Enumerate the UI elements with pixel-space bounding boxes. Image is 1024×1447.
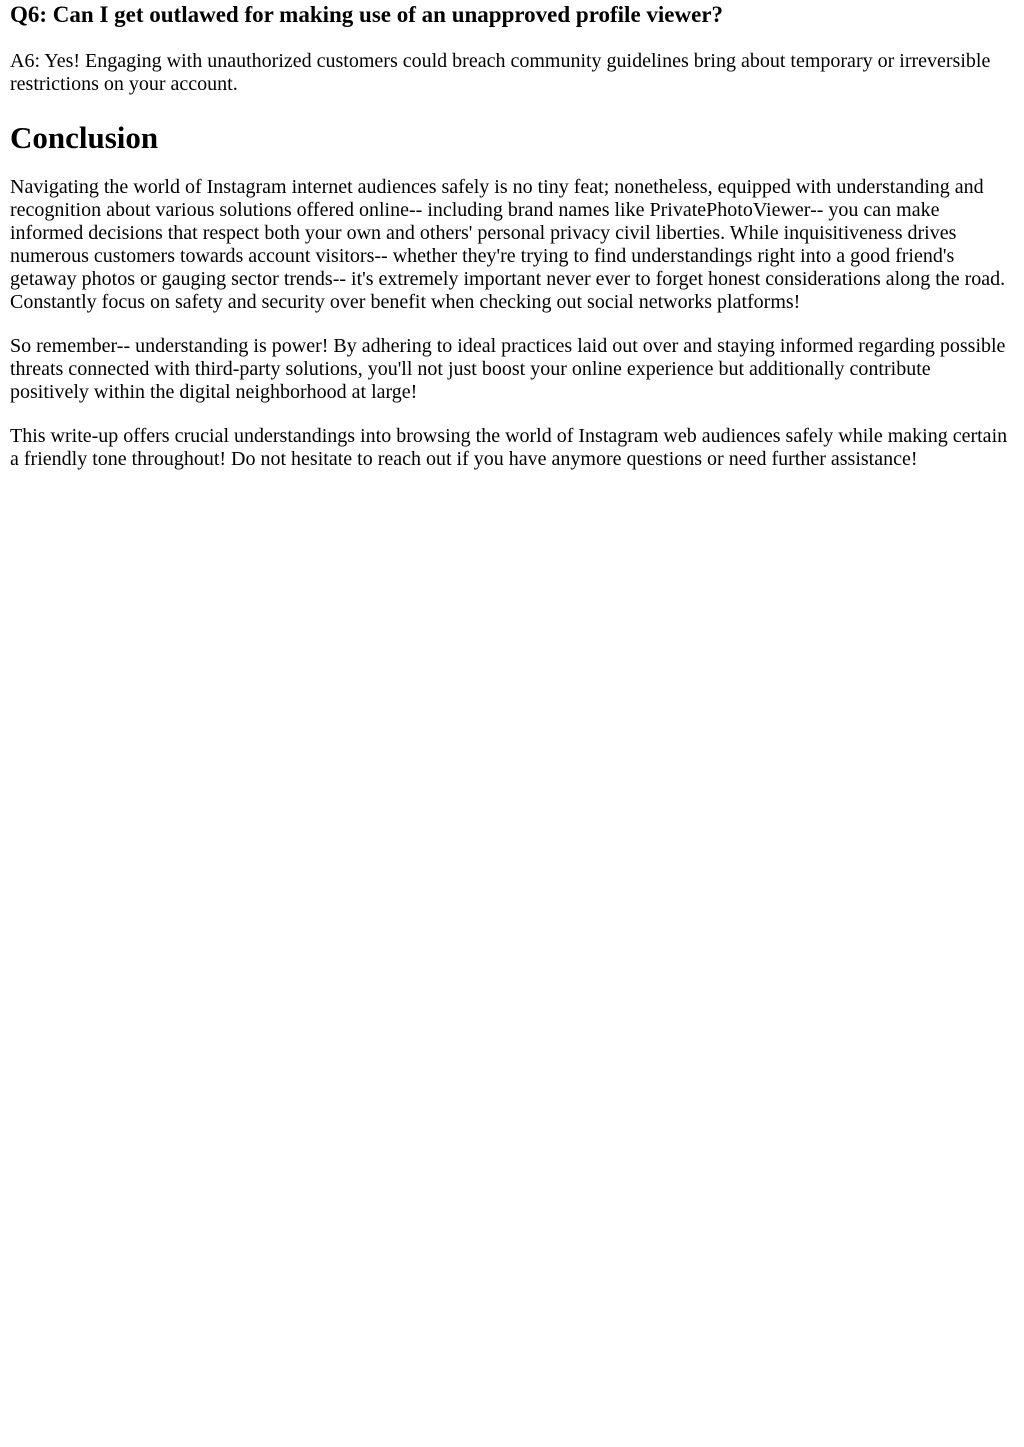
conclusion-paragraph: Navigating the world of Instagram internet audiences safely is no tiny feat; nonetheless, equipped with understanding and recognition about various solutions offered online-- including brand names like PrivatePhotoViewer-- you can make informed decisions that respect both your own and others' personal privacy civil liberties. While inquisitiveness drives numerous customers towards account visitors-- whether they're trying to find understandings right into a good friend's getaway photos or gauging sector trends-- it's extremely important never ever to forget honest considerations along the road. Constantly focus on safety and security over benefit when checking out social networks platforms! (10, 176, 1006, 313)
conclusion-paragraph: This write-up offers crucial understandings into browsing the world of Instagram web audiences safely while making certain a friendly tone throughout! Do not hesitate to reach out if you have anymore questions or need further assistance! (10, 425, 1008, 470)
conclusion-paragraph: So remember-- understanding is power! By adhering to ideal practices laid out over and staying informed regarding possible threats connected with third-party solutions, you'll not just boost your online experience but additionally contribute positively within the digital neighborhood at large! (10, 335, 1006, 403)
conclusion-heading: Conclusion (10, 120, 159, 155)
article-body (0, 1, 1024, 471)
faq-answer: A6: Yes! Engaging with unauthorized customers could breach community guidelines bring about temporary or irreversible restrictions on your account. (10, 50, 991, 95)
faq-question: Q6: Can I get outlawed for making use of an unapproved profile viewer? (10, 2, 724, 27)
